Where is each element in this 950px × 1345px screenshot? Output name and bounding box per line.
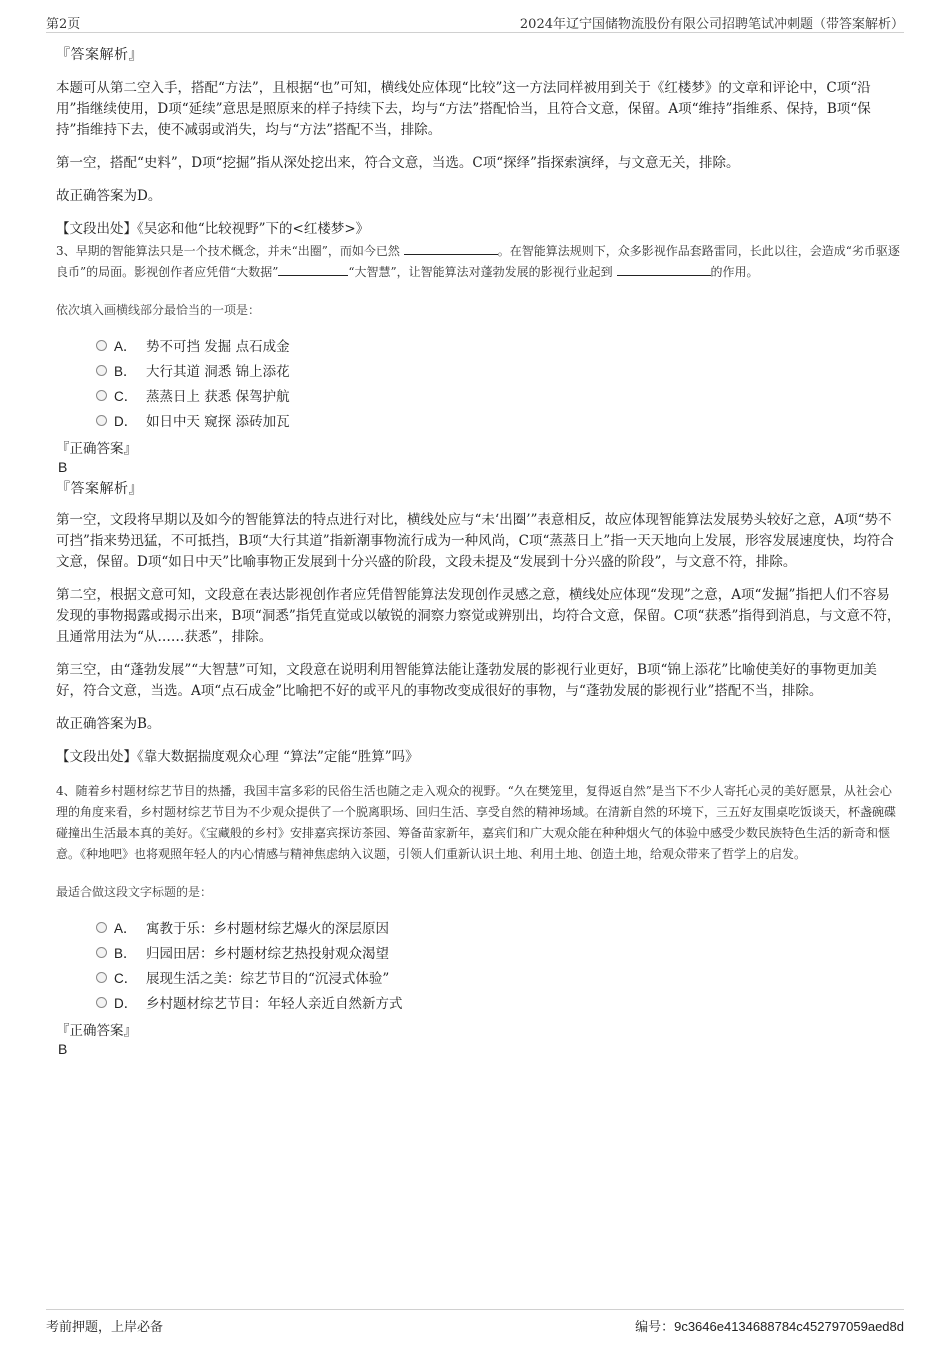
question-4-prompt: 最适合做这段文字标题的是： — [56, 885, 213, 899]
option-c[interactable]: C． 蒸蒸日上 获悉 保驾护航 — [96, 384, 902, 409]
question-4-stem: 4、随着乡村题材综艺节目的热播，我国丰富多彩的民俗生活也随之走入观众的视野。“久在樊笼里，复得返自然”是当下不少人寄托心灵的美好愿景，从社会心理的角度来看，乡村题材综艺节目为不少观众提供了一个脱离职场、回归生活、享受自然的精神场域。在清新自然的环境下，三五好友围桌吃饭谈天，杯盏碗碟碰撞出生活最本真的美好。《宝藏般的乡村》安排嘉宾探访茶园、筹备苗家新年，嘉宾们和广大观众能在种种烟火气的体验中感受少数民族特色生活的新奇和惬意。《种地吧》也将观照年轻人的内心情感与精神焦虑纳入议题，引领人们重新认识土地、利用土地、创造土地，给观众带来了哲学上的启发。 — [56, 784, 897, 861]
radio-icon[interactable] — [96, 997, 107, 1008]
passage-source: 【文段出处】《吴宓和他“比较视野”下的<红楼梦>》 — [56, 221, 370, 237]
option-c[interactable]: C． 展现生活之美：综艺节目的“沉浸式体验” — [96, 966, 902, 991]
answer-analysis-label: 『答案解析』 — [56, 47, 143, 63]
radio-icon[interactable] — [96, 922, 107, 933]
correct-answer-label: 『正确答案』 — [56, 1023, 137, 1039]
option-a[interactable]: A． 寓教于乐：乡村题材综艺爆火的深层原因 — [96, 916, 902, 941]
analysis-paragraph: 本题可从第二空入手，搭配“方法”，且根据“也”可知，横线处应体现“比较”这一方法同样被用到关于《红楼梦》的文章和评论中，C项“沿用”指继续使用，D项“延续”意思是照原来的样子持续下去，均与“方法”搭配恰当，且符合文意，保留。A项“维持”指维系、保持，B项“保持”指维持下去，使不减弱或消失，均与“方法”搭配不当，排除。 — [56, 80, 871, 138]
radio-icon[interactable] — [96, 415, 107, 426]
option-d[interactable]: D． 乡村题材综艺节目：年轻人亲近自然新方式 — [96, 991, 902, 1016]
blank-3 — [617, 263, 711, 276]
blank-1 — [404, 242, 498, 255]
option-a[interactable]: A． 势不可挡 发掘 点石成金 — [96, 334, 902, 359]
question-3-stem: 3、早期的智能算法只是一个技术概念，并未“出圈”，而如今已然 。在智能算法规则下，众多影视作品套路雷同，长此以往，会造成“劣币驱逐良币”的局面。影视创作者应凭借“大数据” “大智慧”，让智能算法对蓬勃发展的影视行业起到 的作用。 — [56, 244, 900, 279]
document-code: 编号：9c3646e4134688784c452797059aed8d — [635, 1319, 904, 1335]
page-number: 第2页 — [46, 17, 81, 32]
analysis-paragraph: 第一空，搭配“史料”，D项“挖掘”指从深处挖出来，符合文意，当选。C项“探绎”指探索演绎，与文意无关，排除。 — [56, 155, 740, 171]
radio-icon[interactable] — [96, 947, 107, 958]
option-b[interactable]: B． 大行其道 洞悉 锦上添花 — [96, 359, 902, 384]
blank-2 — [278, 263, 348, 276]
option-b[interactable]: B． 归园田居：乡村题材综艺热投射观众渴望 — [96, 941, 902, 966]
page-content — [56, 44, 902, 1060]
radio-icon[interactable] — [96, 365, 107, 376]
analysis-paragraph: 第一空，文段将早期以及如今的智能算法的特点进行对比，横线处应与“未‘出圈’”表意相反，故应体现智能算法发展势头较好之意，A项“势不可挡”指来势迅猛，不可抵挡，B项“大行其道”指新潮事物流行成为一种风尚，C项“蒸蒸日上”指一天天地向上发展，形容发展速度快，均符合文意，保留。D项“如日中天”比喻事物正发展到十分兴盛的阶段，文段未提及“发展到十分兴盛的阶段”，与文意不符，排除。 — [56, 512, 894, 570]
question-4-options — [96, 916, 902, 1016]
correct-answer-label: 『正确答案』 — [56, 441, 137, 457]
passage-source: 【文段出处】《靠大数据揣度观众心理 “算法”定能“胜算”吗》 — [56, 749, 419, 765]
page-header — [46, 10, 904, 33]
correct-answer-value: B — [58, 1041, 68, 1057]
analysis-conclusion: 故正确答案为B。 — [56, 716, 161, 732]
radio-icon[interactable] — [96, 972, 107, 983]
option-d[interactable]: D． 如日中天 窥探 添砖加瓦 — [96, 409, 902, 434]
analysis-conclusion: 故正确答案为D。 — [56, 188, 162, 204]
question-3-prompt: 依次填入画横线部分最恰当的一项是： — [56, 303, 261, 317]
document-title: 2024年辽宁国储物流股份有限公司招聘笔试冲刺题（带答案解析） — [519, 17, 904, 32]
radio-icon[interactable] — [96, 390, 107, 401]
analysis-paragraph: 第二空，根据文意可知，文段意在表达影视创作者应凭借智能算法发现创作灵感之意，横线处应体现“发现”之意，A项“发掘”指把人们不容易发现的事物揭露或揭示出来，B项“洞悉”指凭直觉或以敏锐的洞察力察觉或辨别出，均符合文意，保留。C项“获悉”指得到消息，与文意不符，且通常用法为“从……获悉”，排除。 — [56, 587, 901, 645]
page-footer — [46, 1309, 904, 1340]
question-3-options — [96, 334, 902, 434]
radio-icon[interactable] — [96, 340, 107, 351]
correct-answer-value: B — [58, 459, 68, 475]
analysis-paragraph: 第三空，由“蓬勃发展”“大智慧”可知，文段意在说明利用智能算法能让蓬勃发展的影视行业更好，B项“锦上添花”比喻使美好的事物更加美好，符合文意，当选。A项“点石成金”比喻把不好的或平凡的事物改变成很好的事物，与“蓬勃发展的影视行业”搭配不当，排除。 — [56, 662, 877, 699]
answer-analysis-label: 『答案解析』 — [56, 481, 143, 497]
footer-slogan: 考前押题，上岸必备 — [46, 1320, 164, 1335]
